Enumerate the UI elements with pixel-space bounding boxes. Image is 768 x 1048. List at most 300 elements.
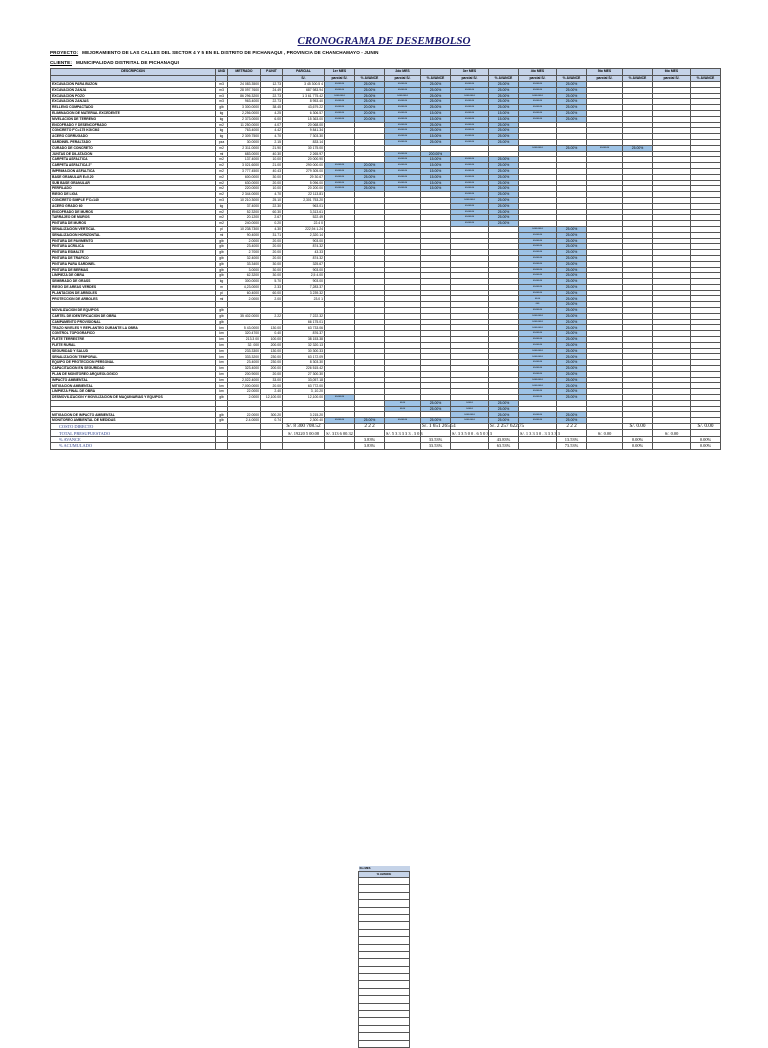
table-cell: pza — [216, 139, 228, 145]
table-cell: m2 — [216, 168, 228, 174]
summary-cell — [228, 443, 261, 449]
mini-row — [359, 878, 410, 885]
table-cell: 28 097.7600 — [228, 87, 261, 93]
table-cell: 38.45 — [261, 105, 283, 111]
table-cell: ******* — [519, 284, 557, 290]
table-cell: 200.00% — [421, 151, 451, 157]
table-cell: 22.73 — [261, 93, 283, 99]
summary-cell: 13.53% — [557, 436, 587, 442]
project-value: MEJORAMIENTO DE LAS CALLES DEL SECTOR 4 Y 5 EN EL DISTRITO DE PICHANAQUI , PROVINCIA DE CHANCHAMAYO - JUNIN — [82, 50, 379, 55]
mini-cell — [359, 981, 410, 988]
summary-cell: 0.00% — [623, 443, 653, 449]
table-cell: ******** — [519, 145, 557, 151]
table-cell: ******* — [451, 116, 489, 122]
table-cell: 100.00 — [261, 337, 283, 343]
table-cell: 25.00% — [355, 180, 385, 186]
table-cell: m2 — [216, 221, 228, 227]
table-cell: 30.00 — [261, 273, 283, 279]
table-cell: 25.00% — [489, 197, 519, 203]
table-cell: ******* — [385, 163, 421, 169]
summary-cell — [325, 443, 355, 449]
table-cell: 2.00 — [261, 296, 283, 302]
mini-row — [359, 922, 410, 929]
table-cell: 137.4000 — [228, 157, 261, 163]
table-cell: EQUIPO DE PROTECCION PERSONAL — [51, 360, 216, 366]
table-cell: ******* — [519, 395, 557, 401]
table-cell: 200.00 — [261, 366, 283, 372]
mini-row — [359, 929, 410, 936]
table-cell: 20.00 — [261, 250, 283, 256]
table-cell: ******* — [385, 186, 421, 192]
summary-cell: 0.00% — [623, 436, 653, 442]
summary-cell: 43.83% — [489, 436, 519, 442]
subheader-cell: parcial S/. — [385, 75, 421, 82]
table-cell: 40.43 — [261, 168, 283, 174]
table-cell: MONITOREO AMBIENTAL DE MEDIDAS — [51, 418, 216, 424]
table-cell: glb — [216, 244, 228, 250]
table-cell: glb — [216, 395, 228, 401]
table-cell: ACERO GRADO 60 — [51, 203, 216, 209]
summary-cell: 0.00% — [691, 443, 721, 449]
summary-cell: S/. 19220 5 00.08 — [283, 430, 325, 436]
table-cell: 3 021.6000 — [228, 163, 261, 169]
table-cell: ******** — [451, 412, 489, 418]
table-cell: 3 45 300.5 4 — [283, 82, 325, 88]
table-cell: 25.00% — [557, 366, 587, 372]
table-cell: 10.00 — [261, 157, 283, 163]
table-cell: CONCRETO F'C=175 KG/CM2 — [51, 128, 216, 134]
summary-cell — [587, 443, 623, 449]
table-cell: 62.3200 — [228, 273, 261, 279]
table-cell: 15.00% — [421, 163, 451, 169]
table-cell: TARRAJEO DE MUROS — [51, 215, 216, 221]
table-cell: ******* — [325, 105, 355, 111]
table-cell: ENCOFRADO DE MUROS — [51, 209, 216, 215]
table-cell: glb — [216, 255, 228, 261]
table-cell: 233.3300 — [228, 348, 261, 354]
table-cell: ******** — [385, 93, 421, 99]
table-cell: ******* — [519, 366, 557, 372]
table-cell: km — [216, 342, 228, 348]
table-cell: CARTEL DE IDENTIFICACION DE OBRA — [51, 313, 216, 319]
table-cell: 25.00% — [489, 400, 519, 406]
table-cell: EXCAVACION ZANJAS — [51, 99, 216, 105]
table-cell: 15.00% — [489, 116, 519, 122]
mini-top-label: 6to MES — [359, 866, 410, 872]
table-cell: 903.00 — [283, 279, 325, 285]
table-cell: 2 344.0000 — [228, 192, 261, 198]
table-cell: 2 311.0000 — [228, 145, 261, 151]
table-cell: glb — [216, 238, 228, 244]
table-cell: 833.14 — [283, 139, 325, 145]
table-cell: ******* — [385, 87, 421, 93]
table-cell: 25.00% — [421, 418, 451, 424]
table-cell: ******* — [451, 157, 489, 163]
table-cell: PINTURA PARA SARDINEL — [51, 261, 216, 267]
summary-cell — [216, 443, 228, 449]
table-cell: PINTURA DE TRAFICO — [51, 255, 216, 261]
table-cell: 63 172.09 — [283, 354, 325, 360]
mini-cell — [359, 937, 410, 944]
table-cell: 25.00% — [355, 418, 385, 424]
table-cell: 21.00 — [261, 163, 283, 169]
mini-row — [359, 966, 410, 973]
table-cell: pl — [216, 290, 228, 296]
table-cell: ******* — [325, 395, 355, 401]
table-cell: 200.00 — [261, 342, 283, 348]
table-cell: ******** — [519, 348, 557, 354]
table-cell: 23.4000 — [228, 360, 261, 366]
mini-cell — [359, 900, 410, 907]
table-cell: kg — [216, 128, 228, 134]
table-cell: ******* — [519, 273, 557, 279]
table-cell: 32.4000 — [228, 255, 261, 261]
summary-cell: 3.83% — [355, 436, 385, 442]
table-cell: ******** — [519, 226, 557, 232]
table-cell: 220.0000 — [228, 186, 261, 192]
table-cell: 3 ,10.20 — [283, 389, 325, 395]
table-cell: 25.10 — [261, 197, 283, 203]
table-cell: FLETE RURAL — [51, 342, 216, 348]
table-cell: PERFILADO — [51, 186, 216, 192]
table-cell: 25.00% — [421, 406, 451, 412]
table-cell: 6.00 — [261, 116, 283, 122]
table-cell: RIEGO DE LIGA — [51, 192, 216, 198]
table-cell: PROTECCION DE ARBOLES — [51, 296, 216, 302]
table-cell: 33.00 — [261, 377, 283, 383]
table-cell: RIEGO DE AREAS VERDES — [51, 284, 216, 290]
table-cell: ******* — [385, 151, 421, 157]
table-cell: ******* — [519, 105, 557, 111]
table-cell: 4.30 — [261, 226, 283, 232]
table-cell: ******* — [519, 342, 557, 348]
table-cell: 25.00% — [489, 203, 519, 209]
table-cell: ******* — [519, 279, 557, 285]
table-cell: 10 210.3000 — [228, 197, 261, 203]
table-cell: 25.00% — [489, 139, 519, 145]
table-cell: 20.00 — [261, 244, 283, 250]
table-cell: 25.00% — [489, 209, 519, 215]
table-cell: 2.0000 — [228, 296, 261, 302]
table-cell: ******* — [385, 174, 421, 180]
table-cell: 25.00% — [557, 296, 587, 302]
summary-cell — [451, 443, 489, 449]
table-cell: 25.00% — [557, 302, 587, 308]
table-cell: FLETE TERRESTRE — [51, 337, 216, 343]
table-cell: 22.30 — [261, 203, 283, 209]
table-cell: CURADO DE CONCRETO — [51, 145, 216, 151]
table-cell: 25.00% — [489, 406, 519, 412]
table-cell: ENCOFRADO Y DESENCOFRADO — [51, 122, 216, 128]
table-cell: 5 096.00 — [283, 180, 325, 186]
table-cell: 2.0000 — [228, 238, 261, 244]
header-cell: 5to MES — [587, 69, 623, 76]
mini-row — [359, 996, 410, 1003]
mini-cell — [359, 1033, 410, 1040]
table-cell: 8 953.40 — [283, 99, 325, 105]
subheader-cell: parcial S/. — [587, 75, 623, 82]
table-cell: 903.00 — [283, 267, 325, 273]
table-cell: 25.00% — [557, 93, 587, 99]
subheader-cell: % AVANCE — [691, 75, 721, 82]
table-cell: 230.00 — [261, 354, 283, 360]
table-cell: 60.00 — [261, 290, 283, 296]
project-line — [50, 50, 379, 55]
table-cell: 2.67 — [261, 215, 283, 221]
table-cell: 25.00% — [557, 238, 587, 244]
table-cell: ******* — [519, 360, 557, 366]
subheader-cell: parcial S/. — [653, 75, 691, 82]
table-cell: ml — [216, 296, 228, 302]
table-cell: 25.00% — [557, 319, 587, 325]
table-cell: ******* — [451, 215, 489, 221]
table-cell: 63 772.00 — [283, 383, 325, 389]
table-cell: 2,022.4000 — [228, 377, 261, 383]
table-cell: RELLENO COMPACTADO — [51, 105, 216, 111]
mini-cell — [359, 1018, 410, 1025]
summary-cell — [653, 443, 691, 449]
table-cell: ******* — [385, 157, 421, 163]
table-cell: 15.00% — [489, 110, 519, 116]
table-cell: ******* — [519, 418, 557, 424]
table-cell: ******* — [519, 412, 557, 418]
mini-cell — [359, 885, 410, 892]
table-cell: 25.00% — [557, 389, 587, 395]
mini-cell — [359, 1003, 410, 1010]
table-cell: 630.0000 — [228, 180, 261, 186]
table-cell: ******* — [519, 82, 557, 88]
table-cell: ******* — [325, 418, 355, 424]
table-cell: km — [216, 325, 228, 331]
table-cell: 226 515.42 — [283, 366, 325, 372]
mini-cell — [359, 1025, 410, 1032]
table-cell: 20.00% — [355, 116, 385, 122]
table-cell: 37.4000 — [228, 203, 261, 209]
table-cell: 25.00% — [557, 82, 587, 88]
table-cell: 20.00% — [355, 163, 385, 169]
header-cell: UND — [216, 69, 228, 76]
table-cell: m3 — [216, 197, 228, 203]
table-cell: 130.00 — [261, 325, 283, 331]
table-cell: ******** — [451, 418, 489, 424]
table-cell: ******* — [451, 192, 489, 198]
table-cell: 25.00% — [557, 325, 587, 331]
table-cell: 30.00 — [261, 267, 283, 273]
table-cell: glb — [216, 105, 228, 111]
table-cell: 32. 000 — [228, 342, 261, 348]
header-cell: 4to MES — [519, 69, 557, 76]
table-cell: ELIMINACION DE MATERIAL EXCEDENTE — [51, 110, 216, 116]
summary-cell: TOTAL PRESUPUESTADO — [51, 430, 216, 436]
mini-cell — [359, 922, 410, 929]
table-cell: ******** — [519, 319, 557, 325]
client-line — [50, 60, 179, 65]
table-cell: ******* — [519, 250, 557, 256]
table-cell: m3 — [216, 82, 228, 88]
table-cell: ******* — [325, 116, 355, 122]
table-cell: 25.00% — [489, 221, 519, 227]
table-cell: CONCRETO SIMPLE F'C=140 — [51, 197, 216, 203]
table-cell: 2,301 753.20 — [283, 197, 325, 203]
table-cell: ******* — [325, 163, 355, 169]
table-cell: ******* — [451, 174, 489, 180]
table-cell: ******* — [451, 128, 489, 134]
table-cell: 25.00% — [557, 383, 587, 389]
summary-cell: S/. 2 257 622.75 — [490, 423, 525, 430]
table-cell: 25.00% — [489, 192, 519, 198]
subheader-cell: % AVANCE — [623, 75, 653, 82]
table-cell: **** — [385, 406, 421, 412]
table-cell: 325.67 — [283, 261, 325, 267]
mini-cell — [359, 914, 410, 921]
table-cell: 323.4000 — [228, 366, 261, 372]
table-cell: 30 175.00 — [283, 145, 325, 151]
mini-cell — [359, 1040, 410, 1047]
table-cell: 25.00% — [557, 145, 587, 151]
table-cell: km — [216, 348, 228, 354]
table-cell: m2 — [216, 145, 228, 151]
table-cell: m2 — [216, 180, 228, 186]
table-cell: 25.00% — [557, 232, 587, 238]
summary-cell: 2 2 2 — [355, 424, 385, 430]
table-cell: ******* — [385, 110, 421, 116]
table-cell: 763.4000 — [228, 128, 261, 134]
table-cell: ******* — [519, 232, 557, 238]
table-cell: 25.00% — [489, 99, 519, 105]
table-cell: ******* — [587, 145, 623, 151]
summary-cell: S/. 8 300 708.52 — [283, 424, 325, 430]
table-cell: 2.33 — [261, 284, 283, 290]
table-cell: km — [216, 383, 228, 389]
table-cell: 7 222.32 — [283, 313, 325, 319]
table-cell: 4.07 — [261, 122, 283, 128]
mini-row — [359, 988, 410, 995]
table-cell: 333.3200 — [228, 354, 261, 360]
table-cell: glb — [216, 313, 228, 319]
table-cell: 22.73 — [261, 99, 283, 105]
table-cell: 4.25 — [261, 110, 283, 116]
table-cell: kg — [216, 279, 228, 285]
table-cell: 30.0000 — [228, 139, 261, 145]
table-cell: m — [216, 284, 228, 290]
project-key: PROYECTO: — [50, 50, 79, 55]
table-cell: ******* — [325, 186, 355, 192]
table-cell: ******* — [519, 244, 557, 250]
table-cell: 25.00% — [489, 157, 519, 163]
summary-cell: S/. 3 3 5 0 0 . 6 5 0 3 3 — [452, 430, 492, 436]
table-cell: 24.49 — [261, 87, 283, 93]
table-cell: 600.0000 — [228, 174, 261, 180]
table-cell: glb — [216, 412, 228, 418]
table-cell: km — [216, 366, 228, 372]
table-cell: kg — [216, 110, 228, 116]
table-cell: ******* — [325, 180, 355, 186]
table-cell: 522.49 — [283, 215, 325, 221]
table-cell: ******* — [451, 203, 489, 209]
table-cell: SENALIZACION VERTICAL — [51, 226, 216, 232]
subheader-cell: parcial S/. — [451, 75, 489, 82]
table-cell: 6 306.57 — [283, 110, 325, 116]
table-cell: 903.00 — [283, 238, 325, 244]
table-cell: 30.00 — [261, 261, 283, 267]
table-cell: 20.00 — [261, 255, 283, 261]
table-cell: ******* — [385, 418, 421, 424]
table-cell: ******* — [519, 290, 557, 296]
table-cell: ******* — [519, 331, 557, 337]
table-cell: 12,100.00 — [283, 395, 325, 401]
table-cell: 43,679.22 — [283, 105, 325, 111]
table-cell: ******* — [325, 168, 355, 174]
table-cell: ******* — [519, 255, 557, 261]
table-cell: SENALIZACION TEMPORAL — [51, 354, 216, 360]
table-cell: PINTURA ACRILICA — [51, 244, 216, 250]
table-cell: 25.00% — [355, 168, 385, 174]
table-cell: ******* — [451, 110, 489, 116]
table-cell: MITIGACION AMBIENTAL — [51, 383, 216, 389]
table-cell: ******* — [451, 82, 489, 88]
table-cell: TRAZO NIVELES Y REPLANTEO DURANTE LA OBRA — [51, 325, 216, 331]
table-cell: glb — [216, 308, 228, 314]
summary-cell: S/. 1 651 265.51 — [422, 423, 457, 430]
summary-cell — [261, 443, 283, 449]
table-cell: 24 083.3500 — [228, 82, 261, 88]
table-cell: kg — [216, 203, 228, 209]
mini-row — [359, 1018, 410, 1025]
table-cell: CAPACITACION EN SEGURIDAD — [51, 366, 216, 372]
table-cell: ******* — [451, 168, 489, 174]
table-cell: 38 153.38 — [283, 337, 325, 343]
table-cell: 963.4000 — [228, 99, 261, 105]
table-cell: 25.00% — [421, 139, 451, 145]
table-cell: 20.00 — [261, 180, 283, 186]
table-cell: 11 250.0000 — [228, 122, 261, 128]
table-cell: glb — [216, 319, 228, 325]
table-cell: m2 — [216, 186, 228, 192]
table-cell: 30 300.33 — [283, 348, 325, 354]
table-cell: glb — [216, 418, 228, 424]
table-cell: km — [216, 331, 228, 337]
table-cell: 0.20 — [261, 221, 283, 227]
table-cell: 22.4 0 — [283, 221, 325, 227]
table-cell: 2,300.40 — [283, 418, 325, 424]
table-cell: 25.00% — [557, 250, 587, 256]
table-cell: ******* — [519, 261, 557, 267]
table-cell: 25.00% — [557, 342, 587, 348]
table-cell: km — [216, 371, 228, 377]
mini-cell — [359, 1011, 410, 1018]
table-cell: ******* — [385, 139, 421, 145]
table-cell: DESMOVILIZACION Y MOVILIZACION DE MAQUINARIAS Y EQUIPOS — [51, 395, 216, 401]
header-cell: DESCRIPCION — [51, 69, 216, 76]
mini-cell — [359, 951, 410, 958]
subheader-cell: parcial S/. — [519, 75, 557, 82]
table-cell: 25.00% — [421, 99, 451, 105]
table-cell: 25.00% — [557, 371, 587, 377]
table-cell: SARDINEL PERALTADO — [51, 139, 216, 145]
table-cell: 25.00% — [557, 105, 587, 111]
table-cell: 15.00% — [421, 168, 451, 174]
table-cell: 15.00% — [421, 134, 451, 140]
table-cell: kg — [216, 134, 228, 140]
subheader-cell: % AVANCE — [421, 75, 451, 82]
table-cell: ******* — [451, 221, 489, 227]
table-cell: glb — [216, 250, 228, 256]
table-cell: 32 320.13 — [283, 342, 325, 348]
table-cell: km — [216, 354, 228, 360]
mini-row — [359, 959, 410, 966]
table-cell: m2 — [216, 174, 228, 180]
table-cell: ******** — [519, 325, 557, 331]
